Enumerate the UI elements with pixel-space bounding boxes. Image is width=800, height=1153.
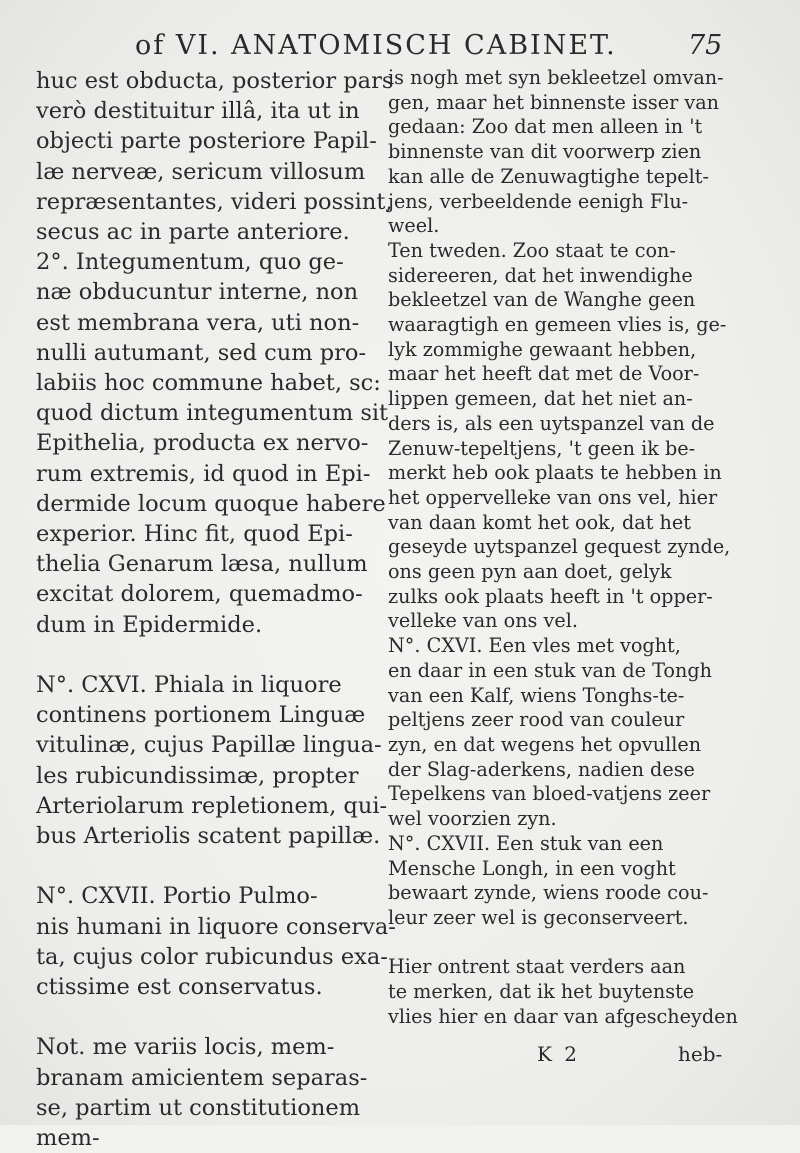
paragraph-gap <box>388 931 720 956</box>
text-line: peltjens zeer rood van couleur <box>388 708 685 732</box>
text-line: huc est obducta, posterior pars <box>36 68 394 94</box>
text-line: bekleetzel van de Wanghe geen <box>388 288 696 312</box>
text-line: vitulinæ, cujus Papillæ lingua- <box>36 732 382 759</box>
text-line: bewaart zynde, wiens roode cou- <box>388 881 709 905</box>
text-line: Arteriolarum repletionem, qui- <box>36 792 388 819</box>
text-line: N°. CXVI. Een vles met voght, <box>388 634 681 658</box>
signature-mark: K 2 <box>537 1042 581 1066</box>
text-line: excitat dolorem, quemadmo- <box>36 581 363 608</box>
text-line: merkt heb ook plaats te hebben in <box>388 461 722 485</box>
text-line: lippen gemeen, dat het niet an- <box>388 387 693 411</box>
text-line: les rubicundissimæ, propter <box>36 762 359 789</box>
text-line: het oppervelleke van ons vel, hier <box>388 485 718 509</box>
text-line: der Slag-aderkens, nadien dese <box>388 757 695 781</box>
text-line: branam amicientem separas- <box>36 1064 368 1091</box>
text-line: Not. me variis locis, mem- <box>36 1034 335 1061</box>
text-line: N°. CXVI. Phiala in liquore <box>36 672 342 699</box>
text-line: Zenuw-tepeltjens, 't geen ik be- <box>388 436 696 460</box>
text-line: velleke van ons vel. <box>388 609 578 633</box>
text-line: Mensche Longh, in een voght <box>388 856 676 880</box>
text-line: objecti parte posteriore Papil- <box>36 128 377 155</box>
text-line: labiis hoc commune habet, sc: <box>36 370 381 397</box>
text-line: kan alle de Zenuwagtighe tepelt- <box>388 164 709 188</box>
text-line: thelia Genarum læsa, nullum <box>36 551 368 578</box>
text-line: N°. CXVII. Portio Pulmo- <box>36 883 318 910</box>
catchword: heb- <box>678 1042 723 1066</box>
text-line: Ten tweden. Zoo staat te con- <box>388 238 676 262</box>
text-line: geseyde uytspanzel gequest zynde, <box>388 535 731 559</box>
text-line: gedaan: Zoo dat men alleen in 't <box>388 115 703 139</box>
text-line: gen, maar het binnenste isser van <box>388 90 720 114</box>
text-line: leur zeer wel is geconserveert. <box>388 905 689 929</box>
text-line: N°. CXVII. Een stuk van een <box>388 831 664 855</box>
text-line: dermide locum quoque habere <box>36 490 386 517</box>
text-line: ta, cujus color rubicundus exa- <box>36 943 388 970</box>
page-number: 75 <box>688 30 723 61</box>
text-line: sidereeren, dat het inwendighe <box>388 263 693 287</box>
page-header <box>0 30 800 66</box>
text-line: bus Arteriolis scatent papillæ. <box>36 823 381 850</box>
paragraph-gap <box>36 640 372 670</box>
text-line: ctissime est conservatus. <box>36 974 323 1001</box>
text-line: est membrana vera, uti non- <box>36 309 360 336</box>
text-line: jens, verbeeldende eenigh Flu- <box>388 189 689 213</box>
text-line: vlies hier en daar van afgescheyden <box>388 1004 738 1028</box>
text-line: van een Kalf, wiens Tonghs-te- <box>388 683 685 707</box>
text-line: Tepelkens van bloed-vatjens zeer <box>388 782 711 806</box>
text-line: zyn, en dat wegens het opvullen <box>388 732 702 756</box>
running-title: of VI. ANATOMISCH CABINET. <box>135 30 617 61</box>
text-line: is nogh met syn bekleetzel omvan- <box>388 66 724 89</box>
text-line: waaragtigh en gemeen vlies is, ge- <box>388 313 727 337</box>
text-line: ons geen pyn aan doet, gelyk <box>388 560 672 584</box>
text-line: van daan komt het ook, dat het <box>388 510 691 534</box>
text-line: mem- <box>36 1125 100 1152</box>
text-line: en daar in een stuk van de Tongh <box>388 658 712 682</box>
text-line: continens portionem Linguæ <box>36 702 366 729</box>
text-line: zulks ook plaats heeft in 't opper- <box>388 584 713 608</box>
text-line: quod dictum integumentum sit <box>36 400 389 427</box>
text-line: se, partim ut constitutionem <box>36 1094 361 1121</box>
text-line: secus ac in parte anteriore. <box>36 219 350 246</box>
text-line: nulli autumant, sed cum pro- <box>36 339 367 366</box>
text-line: 2°. Integumentum, quo ge- <box>36 249 344 276</box>
text-line: experior. Hinc fit, quod Epi- <box>36 521 353 548</box>
text-line: verò destituitur illâ, ita ut in <box>36 98 360 125</box>
text-line: dum in Epidermide. <box>36 611 263 638</box>
text-line: weel. <box>388 214 440 238</box>
paragraph-gap <box>36 851 372 881</box>
latin-column <box>36 66 396 1153</box>
text-line: te merken, dat ik het buytenste <box>388 980 695 1003</box>
paragraph-gap <box>36 1002 372 1032</box>
text-line: Hier ontrent staat verders aan <box>388 955 686 979</box>
dutch-column <box>388 66 738 1029</box>
text-line: binnenste van dit voorwerp zien <box>388 140 702 164</box>
text-line: ders is, als een uytspanzel van de <box>388 411 715 435</box>
text-line: næ obducuntur interne, non <box>36 279 359 306</box>
text-line: læ nerveæ, sericum villosum <box>36 158 366 185</box>
text-line: rum extremis, id quod in Epi- <box>36 460 371 487</box>
text-line: lyk zommighe gewaant hebben, <box>388 337 697 361</box>
text-line: wel voorzien zyn. <box>388 807 557 831</box>
text-line: maar het heeft dat met de Voor- <box>388 362 700 386</box>
text-line: Epithelia, producta ex nervo- <box>36 430 369 457</box>
text-line: nis humani in liquore conserva- <box>36 913 396 940</box>
text-line: repræsentantes, videri possint, <box>36 188 393 215</box>
